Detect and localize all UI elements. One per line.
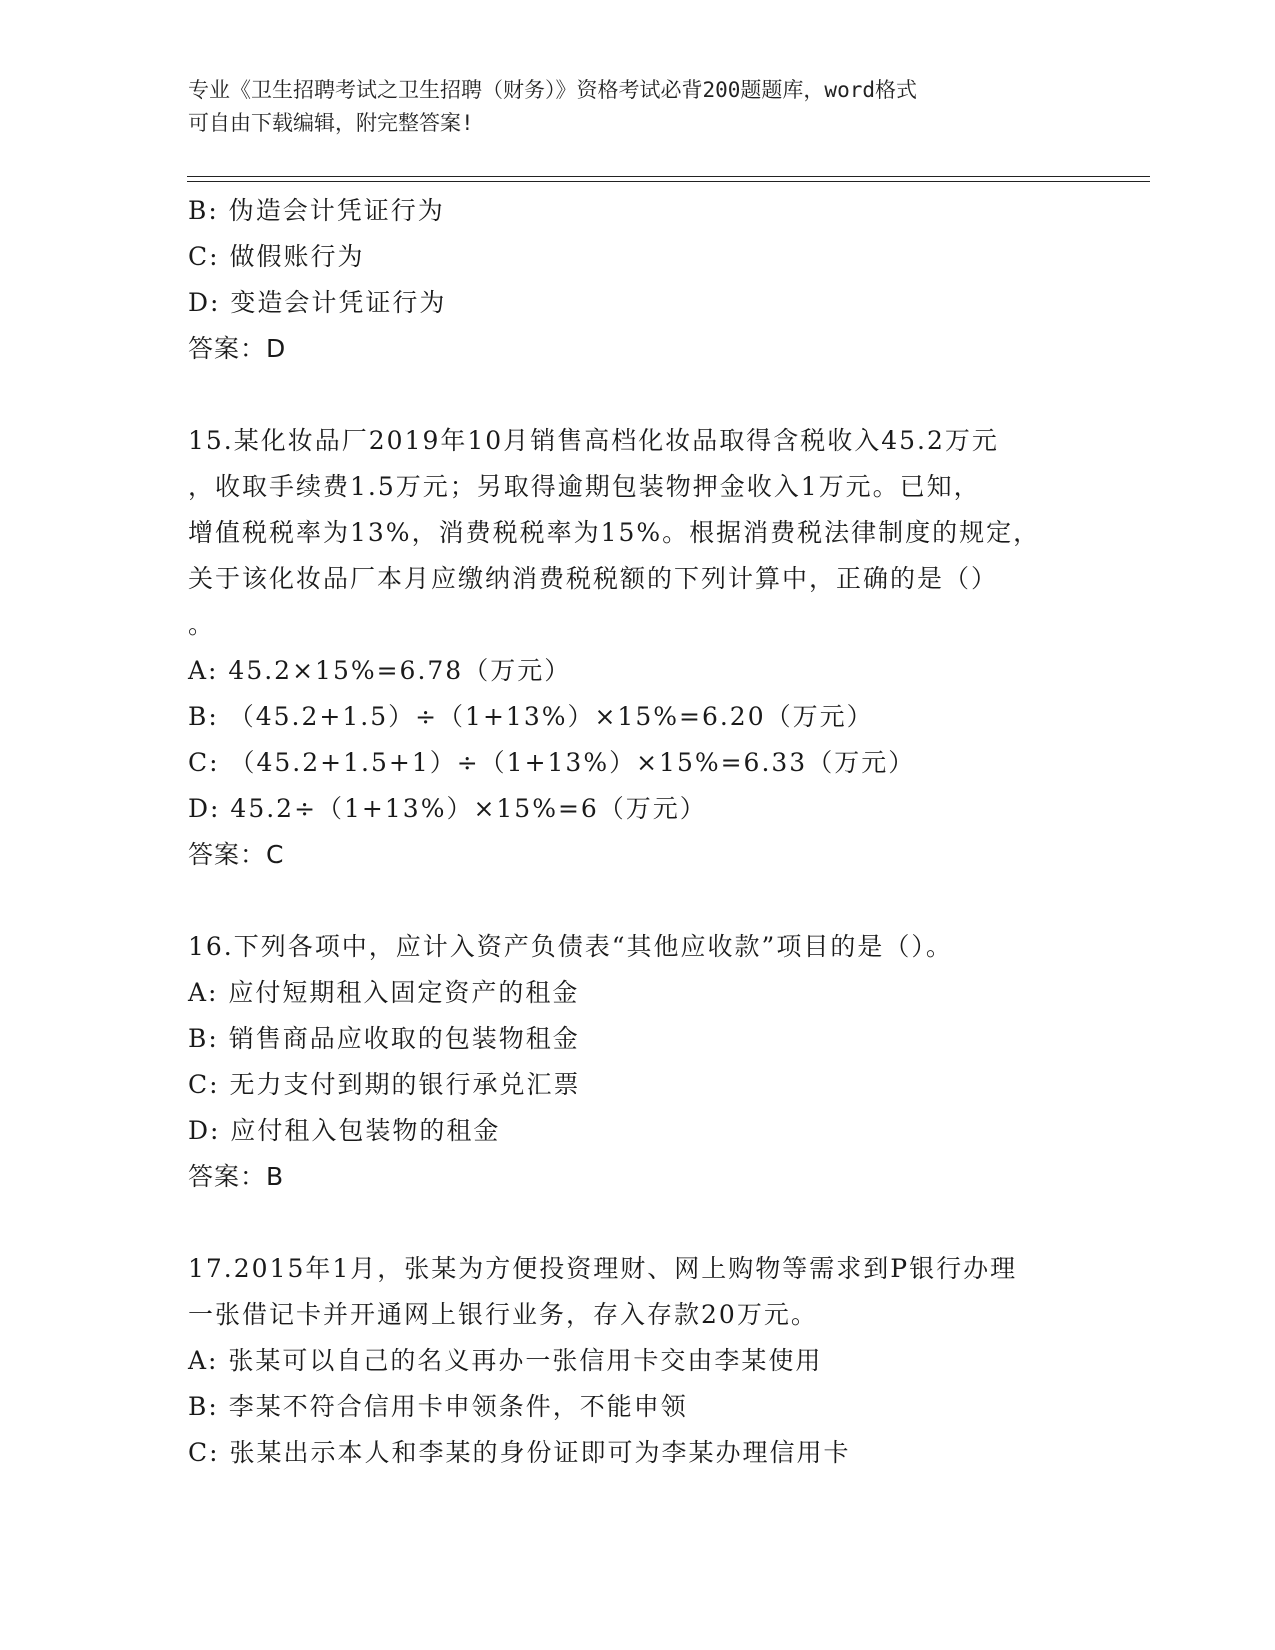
option-b: B: 销售商品应收取的包装物租金 bbox=[188, 1024, 580, 1053]
document-header bbox=[188, 74, 1088, 140]
question-block-prev bbox=[188, 188, 1088, 372]
option-b: B: （45.2+1.5）÷（1+13%）×15%=6.20（万元） bbox=[188, 702, 874, 731]
question-text-line: 增值税税率为13%，消费税税率为15%。根据消费税法律制度的规定， bbox=[188, 518, 1041, 547]
option-d: D: 变造会计凭证行为 bbox=[188, 288, 447, 317]
document-body bbox=[188, 188, 1088, 1476]
option-a: A: 45.2×15%=6.78（万元） bbox=[188, 656, 572, 685]
option-c: C: 做假账行为 bbox=[188, 242, 365, 271]
option-d: D: 应付租入包装物的租金 bbox=[188, 1116, 501, 1145]
header-line-1: 专业《卫生招聘考试之卫生招聘（财务）》资格考试必背200题题库，word格式 bbox=[188, 78, 917, 102]
header-rule-top bbox=[187, 176, 1150, 177]
option-c: C: 张某出示本人和李某的身份证即可为李某办理信用卡 bbox=[188, 1438, 851, 1467]
question-text-line: 。 bbox=[188, 610, 216, 639]
spacer bbox=[188, 372, 1088, 418]
question-text-line: ，收取手续费1.5万元；另取得逾期包装物押金收入1万元。已知， bbox=[188, 472, 981, 501]
spacer bbox=[188, 1200, 1088, 1246]
question-text-line: 关于该化妆品厂本月应缴纳消费税税额的下列计算中，正确的是（） bbox=[188, 564, 999, 593]
spacer bbox=[188, 878, 1088, 924]
option-a: A: 应付短期租入固定资产的租金 bbox=[188, 978, 580, 1007]
option-b: B: 李某不符合信用卡申领条件，不能申领 bbox=[188, 1392, 688, 1421]
question-text-line: 16.下列各项中，应计入资产负债表“其他应收款”项目的是（）。 bbox=[188, 932, 953, 961]
question-block-16 bbox=[188, 924, 1088, 1200]
option-c: C: （45.2+1.5+1）÷（1+13%）×15%=6.33（万元） bbox=[188, 748, 916, 777]
option-a: A: 张某可以自己的名义再办一张信用卡交由李某使用 bbox=[188, 1346, 823, 1375]
answer-line: 答案：C bbox=[188, 840, 285, 869]
option-d: D: 45.2÷（1+13%）×15%=6（万元） bbox=[188, 794, 707, 823]
option-b: B: 伪造会计凭证行为 bbox=[188, 196, 445, 225]
header-line-2: 可自由下载编辑，附完整答案! bbox=[188, 111, 474, 135]
question-block-15 bbox=[188, 418, 1088, 878]
question-text-line: 17.2015年1月，张某为方便投资理财、网上购物等需求到P银行办理 bbox=[188, 1254, 1018, 1283]
option-c: C: 无力支付到期的银行承兑汇票 bbox=[188, 1070, 581, 1099]
answer-line: 答案：D bbox=[188, 334, 287, 363]
answer-line: 答案：B bbox=[188, 1162, 285, 1191]
question-text-line: 15.某化妆品厂2019年10月销售高档化妆品取得含税收入45.2万元 bbox=[188, 426, 999, 455]
header-rule-bottom bbox=[187, 181, 1150, 182]
question-block-17 bbox=[188, 1246, 1088, 1476]
question-text-line: 一张借记卡并开通网上银行业务，存入存款20万元。 bbox=[188, 1300, 818, 1329]
